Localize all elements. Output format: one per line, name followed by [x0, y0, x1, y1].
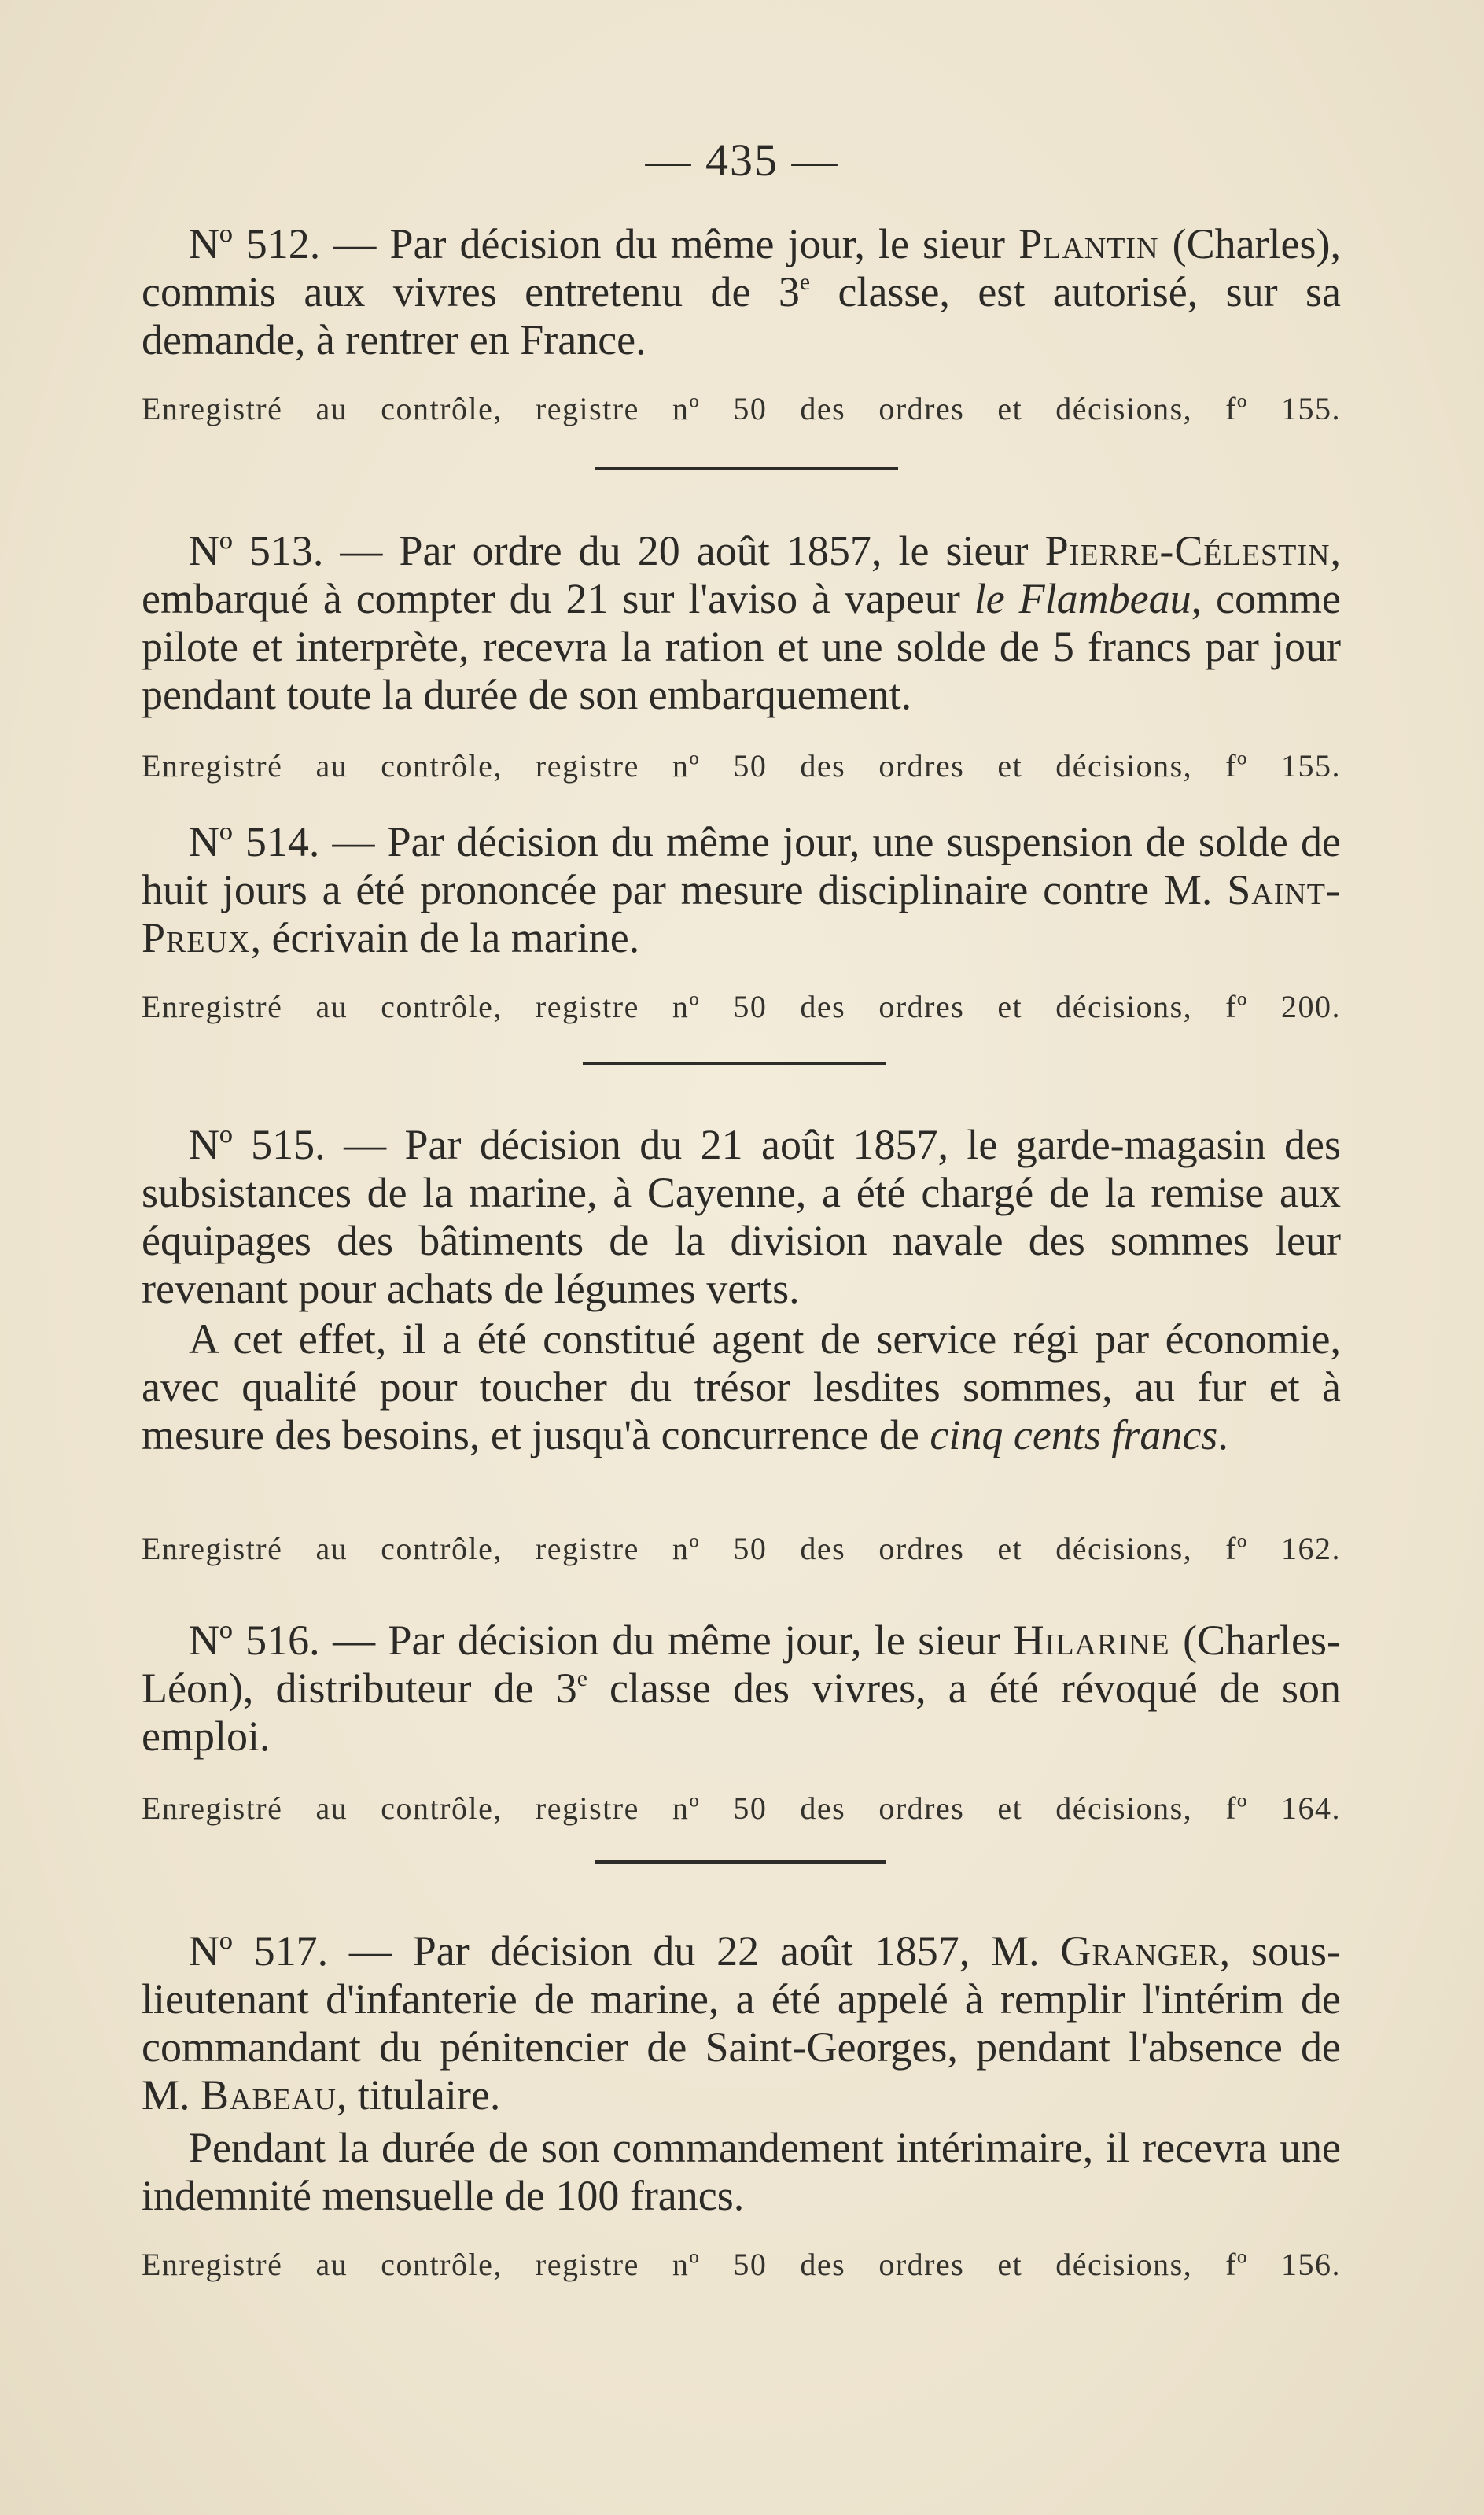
- text-run: Nº 512. — Par décision du même jour, le sieur: [189, 220, 1019, 267]
- person-name: Hilarine: [1013, 1617, 1170, 1664]
- superscript: e: [576, 1666, 587, 1692]
- decision-512: [142, 220, 1341, 364]
- decision-516: [142, 1617, 1341, 1761]
- decision-515-continued: [142, 1315, 1341, 1459]
- text-run: (Charles), commis aux vivres entretenu de 3: [142, 220, 1342, 315]
- separator-rule: [595, 1860, 886, 1864]
- page-number: — 435 —: [645, 135, 839, 186]
- registration-512: Enregistré au contrôle, registre nº 50 des ordres et décisions, fº 155.: [142, 391, 1341, 426]
- text-run: , sous-lieutenant d'infanterie de marine, a été appelé à remplir l'intérim de commandant du pénitencier de Saint-Georges, pendant l'absence de M.: [142, 1927, 1341, 2119]
- text-run: Nº 514. — Par décision du même jour, une suspension de solde de huit jours a été prononcée par mesure disciplinaire contre M.: [142, 818, 1341, 913]
- registration-514: Enregistré au contrôle, registre nº 50 des ordres et décisions, fº 200.: [142, 989, 1341, 1024]
- separator-rule: [583, 1062, 886, 1065]
- text-run: Pendant la durée de son commandement intérimaire, il recevra une indemnité mensuelle de 100 francs.: [142, 2124, 1341, 2219]
- text-run: , titulaire.: [336, 2071, 501, 2119]
- decision-517: [142, 1927, 1341, 2119]
- text-run: Nº 513. — Par ordre du 20 août 1857, le sieur: [189, 527, 1045, 574]
- person-name: Babeau: [201, 2071, 337, 2119]
- superscript: e: [799, 270, 811, 296]
- amount-italic: cinq cents francs: [930, 1411, 1218, 1458]
- person-name: Saint-Preux: [142, 866, 1341, 961]
- text-run: .: [1217, 1411, 1228, 1458]
- text-run: A cet effet, il a été constitué agent de service régi par économie, avec qualité pour toucher du trésor lesdites sommes, au fur et à mesure des besoins, et jusqu'à concurrence de: [142, 1315, 1341, 1458]
- registration-516: Enregistré au contrôle, registre nº 50 des ordres et décisions, fº 164.: [142, 1790, 1341, 1826]
- text-run: Nº 516. — Par décision du même jour, le sieur: [189, 1617, 1014, 1664]
- text-run: , comme pilote et interprète, recevra la ration et une solde de 5 francs par jour pendant toute la durée de son embarquement.: [142, 575, 1341, 718]
- decision-514: [142, 818, 1341, 962]
- decision-517-continued: [142, 2124, 1341, 2220]
- person-name: Plantin: [1018, 220, 1159, 267]
- text-run: Nº 517. — Par décision du 22 août 1857, M.: [189, 1927, 1061, 1975]
- decision-515: [142, 1121, 1341, 1313]
- text-run: , embarqué à compter du 21 sur l'aviso à vapeur: [142, 527, 1341, 622]
- registration-515: Enregistré au contrôle, registre nº 50 des ordres et décisions, fº 162.: [142, 1531, 1341, 1566]
- text-run: classe des vivres, a été révoqué de son emploi.: [142, 1665, 1341, 1760]
- registration-517: Enregistré au contrôle, registre nº 50 des ordres et décisions, fº 156.: [142, 2247, 1341, 2282]
- registration-513: Enregistré au contrôle, registre nº 50 des ordres et décisions, fº 155.: [142, 748, 1341, 784]
- text-run: (Charles-Léon), distributeur de 3: [142, 1617, 1341, 1712]
- text-run: Nº 515. — Par décision du 21 août 1857, le garde-magasin des subsistances de la marine, à Cayenne, a été chargé de la remise aux équipages des bâtiments de la division navale des sommes leur revenant pour achats de légumes verts.: [142, 1121, 1341, 1312]
- person-name: Granger: [1060, 1927, 1220, 1975]
- text-run: classe, est autorisé, sur sa demande, à rentrer en France.: [142, 268, 1341, 363]
- ship-name: le Flambeau: [974, 575, 1191, 622]
- person-name: Pierre-Célestin: [1044, 527, 1331, 574]
- separator-rule: [595, 467, 898, 470]
- text-run: , écrivain de la marine.: [250, 914, 640, 961]
- decision-513: [142, 527, 1341, 719]
